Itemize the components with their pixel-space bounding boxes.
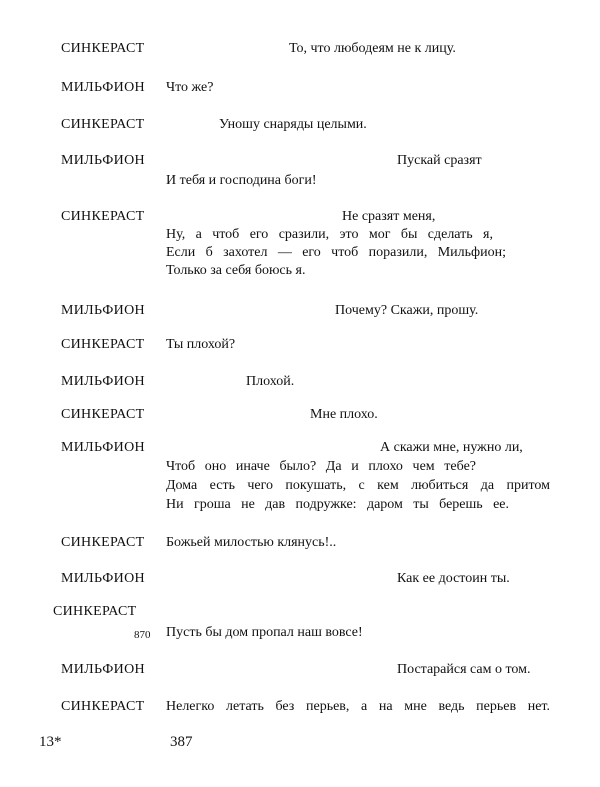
speaker-milfion: МИЛЬФИОН [61,374,145,389]
speaker-milfion: МИЛЬФИОН [61,80,145,95]
verse-line: Чтоб оно иначе было? Да и плохо чем тебе? [166,459,476,474]
verse-line: Уношу снаряды целыми. [219,117,367,132]
verse-line: То, что любодеям не к лицу. [289,41,456,56]
verse-line: Ну, а чтоб его сразили, это мог бы сделать я, [166,227,493,242]
speaker-sinkerast: СИНКЕРАСТ [61,337,145,352]
verse-line: Постарайся сам о том. [397,662,531,677]
speaker-sinkerast: СИНКЕРАСТ [61,117,145,132]
verse-line: Дома есть чего покушать, с кем любиться да притом [166,478,550,493]
verse-line: Божьей милостью клянусь!.. [166,535,337,550]
speaker-sinkerast: СИНКЕРАСТ [61,209,145,224]
verse-line: Если б захотел — его чтоб поразили, Мильфион; [166,245,506,260]
line-number: 870 [134,629,151,641]
speaker-sinkerast: СИНКЕРАСТ [61,41,145,56]
speaker-sinkerast: СИНКЕРАСТ [53,604,137,619]
verse-line: Мне плохо. [310,407,378,422]
verse-line: Ни гроша не дав подружке: даром ты берешь ее. [166,497,509,512]
speaker-milfion: МИЛЬФИОН [61,662,145,677]
speaker-sinkerast: СИНКЕРАСТ [61,535,145,550]
verse-line: Нелегко летать без перьев, а на мне ведь перьев нет. [166,699,550,714]
speaker-milfion: МИЛЬФИОН [61,571,145,586]
verse-line: Как ее достоин ты. [397,571,510,586]
verse-line: Ты плохой? [166,337,236,352]
verse-line: А скажи мне, нужно ли, [380,440,523,455]
verse-line: Не сразят меня, [342,209,436,224]
speaker-milfion: МИЛЬФИОН [61,153,145,168]
speaker-milfion: МИЛЬФИОН [61,303,145,318]
speaker-milfion: МИЛЬФИОН [61,440,145,455]
verse-line: Пусть бы дом пропал наш вовсе! [166,625,363,640]
verse-line: Почему? Скажи, прошу. [335,303,479,318]
page-number: 387 [170,734,193,750]
speaker-sinkerast: СИНКЕРАСТ [61,699,145,714]
verse-line: И тебя и господина боги! [166,173,317,188]
verse-line: Пускай сразят [397,153,482,168]
verse-line: Что же? [166,80,214,95]
signature-mark: 13* [39,734,62,750]
speaker-sinkerast: СИНКЕРАСТ [61,407,145,422]
verse-line: Только за себя боюсь я. [166,263,306,278]
verse-line: Плохой. [246,374,295,389]
